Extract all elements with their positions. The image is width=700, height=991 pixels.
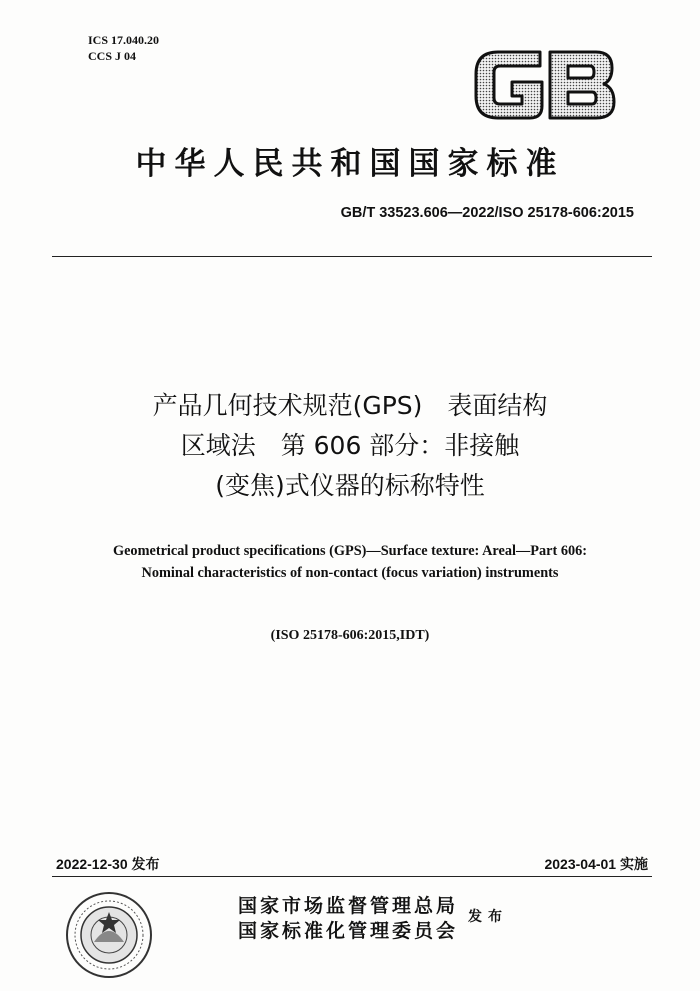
ccs-code: CCS J 04 bbox=[88, 49, 137, 63]
ics-code: ICS 17.040.20 bbox=[88, 33, 160, 47]
issuer-line: 国家标准化管理委员会 bbox=[238, 920, 459, 942]
publish-date: 2022-12-30 发布 bbox=[56, 856, 160, 872]
idt-reference: (ISO 25178-606:2015,IDT) bbox=[270, 628, 430, 643]
gb-logo bbox=[470, 42, 620, 128]
chinese-title bbox=[0, 386, 700, 506]
chinese-title-line: 产品几何技术规范(GPS) 表面结构 bbox=[152, 391, 548, 420]
standard-number: GB/T 33523.606—2022/ISO 25178-606:2015 bbox=[340, 205, 634, 221]
org-title: 中华人民共和国国家标准 bbox=[135, 146, 565, 182]
issuing-authorities bbox=[238, 894, 458, 944]
issuer-seal-icon bbox=[64, 890, 154, 980]
english-title-line: Nominal characteristics of non-contact (focus variation) instruments bbox=[141, 565, 559, 581]
issue-label: 发布 bbox=[468, 909, 508, 925]
english-title bbox=[0, 540, 700, 584]
english-title-line: Geometrical product specifications (GPS)—Surface texture: Areal—Part 606: bbox=[112, 543, 588, 559]
chinese-title-line: (变焦)式仪器的标称特性 bbox=[215, 471, 485, 500]
classification-codes bbox=[88, 32, 159, 64]
header-divider bbox=[52, 256, 652, 257]
chinese-title-line: 区域法 第 606 部分：非接触 bbox=[180, 431, 520, 460]
footer-divider bbox=[52, 876, 652, 877]
implement-date: 2023-04-01 实施 bbox=[544, 856, 648, 872]
issuer-line: 国家市场监督管理总局 bbox=[238, 895, 459, 917]
